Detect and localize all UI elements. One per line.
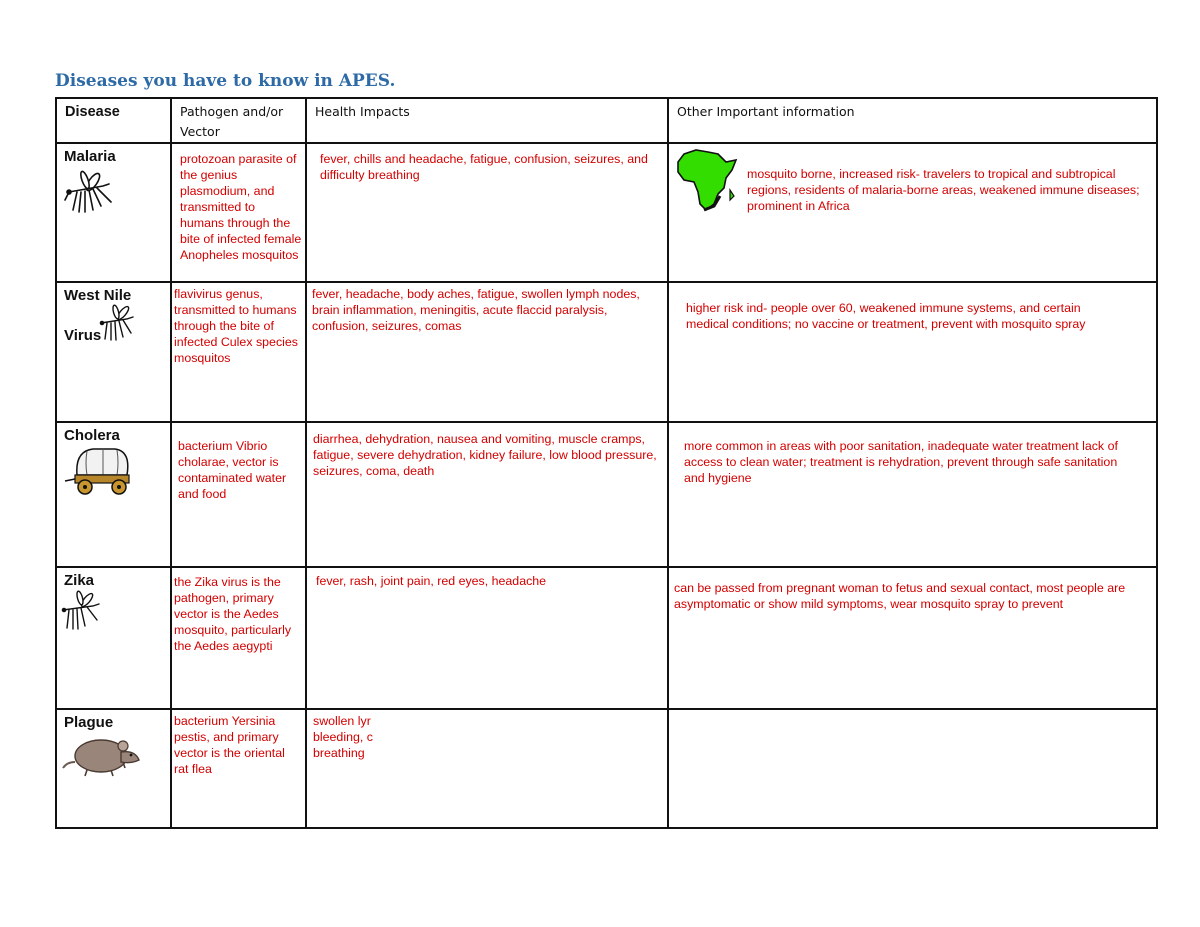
other-cell (668, 422, 1157, 567)
pathogen-text: bacterium Vibrio cholarae, vector is contaminated water and food (178, 439, 287, 501)
table-row (56, 282, 1157, 422)
disease-name: Malaria (64, 148, 116, 165)
pathogen-text: flavivirus genus, transmitted to humans through the bite of infected Culex species mosquitos (174, 287, 298, 365)
covered-wagon-icon (63, 445, 135, 495)
rat-icon (61, 732, 141, 782)
table-row (56, 709, 1157, 828)
health-text-line: swollen lyr (313, 714, 371, 728)
pathogen-text: the Zika virus is the pathogen, primary vector is the Aedes mosquito, particularly the Aedes aegypti (174, 575, 292, 653)
header-cell (668, 98, 1157, 143)
health-text: fever, headache, body aches, fatigue, swollen lymph nodes, brain inflammation, meningitis, acute flaccid paralysis, confusion, seizures, comas (312, 287, 640, 333)
disease-name-line2: Virus (64, 327, 102, 344)
health-cell (306, 567, 668, 709)
pathogen-text: protozoan parasite of the genius plasmodium, and transmitted to humans through the bite of infected female Anopheles mosquitos (180, 152, 302, 262)
health-text: fever, chills and headache, fatigue, confusion, seizures, and difficulty breathing (320, 152, 648, 182)
header-cell (306, 98, 668, 143)
table-row (56, 567, 1157, 709)
other-cell (668, 143, 1157, 282)
page-title: Diseases you have to know in APES. (55, 71, 396, 91)
pathogen-cell (171, 422, 306, 567)
other-cell (668, 282, 1157, 422)
health-text-line: breathing (313, 746, 365, 760)
table-header-row (56, 98, 1157, 143)
disease-cell (56, 282, 171, 422)
other-text: higher risk ind- people over 60, weakened immune systems, and certain medical conditions; no vaccine or treatment, prevent with mosquito spray (686, 301, 1086, 331)
disease-name-line1: West Nile (64, 287, 132, 304)
mosquito-icon (63, 166, 115, 216)
health-text-line: bleeding, c (313, 730, 373, 744)
disease-cell (56, 709, 171, 828)
other-text: can be passed from pregnant woman to fetus and sexual contact, most people are asymptomatic or show mild symptoms, wear mosquito spray to prevent (674, 581, 1126, 611)
header-health: Health Impacts (315, 104, 410, 119)
header-cell (171, 98, 306, 143)
other-cell (668, 709, 1157, 828)
header-pathogen: Pathogen and/or Vector (180, 104, 284, 139)
other-text: mosquito borne, increased risk- travelers to tropical and subtropical regions, residents of malaria-borne areas, weakened immune diseases; prominent in Africa (747, 167, 1140, 213)
health-cell (306, 422, 668, 567)
health-text: diarrhea, dehydration, nausea and vomiting, muscle cramps, fatigue, severe dehydration, kidney failure, low blood pressure, seizures, coma, death (313, 432, 657, 478)
diseases-table (55, 97, 1158, 829)
pathogen-cell (171, 709, 306, 828)
disease-cell (56, 422, 171, 567)
mosquito-icon (61, 588, 103, 632)
disease-cell (56, 567, 171, 709)
health-cell (306, 282, 668, 422)
table-row (56, 422, 1157, 567)
table-row (56, 143, 1157, 282)
pathogen-cell (171, 567, 306, 709)
other-text: more common in areas with poor sanitation, inadequate water treatment lack of access to clean water; treatment is rehydration, prevent through safe sanitation and hygiene (684, 439, 1118, 485)
header-other: Other Important information (677, 104, 855, 119)
disease-name: Zika (64, 572, 95, 589)
disease-name: Plague (64, 714, 114, 731)
africa-map-icon (674, 148, 744, 214)
disease-name: Cholera (64, 427, 120, 444)
disease-cell (56, 143, 171, 282)
header-disease: Disease (65, 104, 120, 120)
health-cell (306, 143, 668, 282)
header-cell (56, 98, 171, 143)
health-text: fever, rash, joint pain, red eyes, headache (316, 574, 547, 588)
mosquito-icon (99, 303, 135, 343)
pathogen-cell (171, 282, 306, 422)
pathogen-text: bacterium Yersinia pestis, and primary vector is the oriental rat flea (174, 714, 285, 776)
pathogen-cell (171, 143, 306, 282)
health-cell (306, 709, 668, 828)
other-cell (668, 567, 1157, 709)
